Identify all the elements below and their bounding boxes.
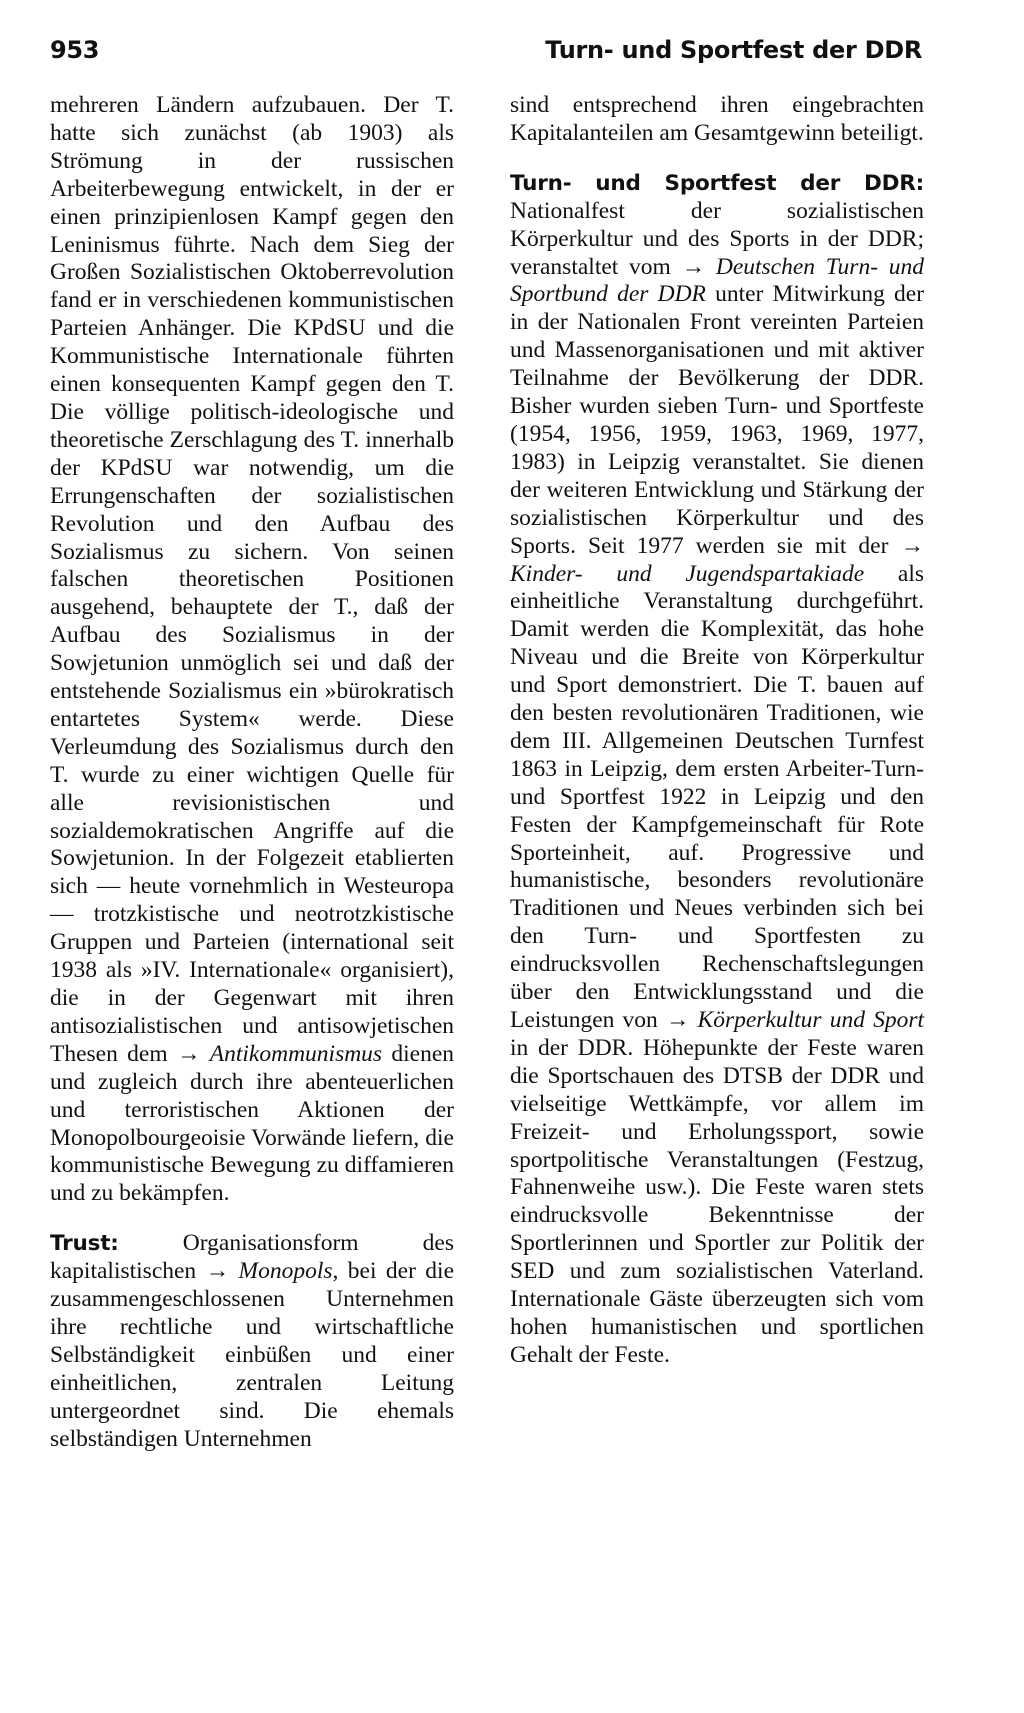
- body-text: Nationalfest der sozialistischen Körperkultur und des Sports in der DDR; veranstaltet vom: [510, 197, 924, 280]
- cross-reference-arrow: →: [681, 253, 706, 280]
- cross-reference-koerperkultur[interactable]: Körperkultur und Sport: [697, 1007, 924, 1033]
- right-column: [510, 92, 924, 1370]
- running-title: Turn- und Sportfest der DDR: [545, 36, 922, 64]
- cross-reference-arrow: →: [205, 1258, 230, 1285]
- body-text: dienen und zugleich durch ihre abenteuerlichen und terroristischen Aktionen der Monopolbourgeoisie Vorwände liefern, die kommunistische Bewegung zu diffamieren und zu bekämpfen.: [50, 1040, 455, 1207]
- turn-und-sportfest-entry: [510, 170, 924, 1370]
- entry-headword-trust: Trust:: [50, 1231, 119, 1257]
- body-text: bei der die zusammengeschlossenen Unternehmen ihre rechtliche und wirtschaftliche Selbständigkeit einbüßen und einer einheitlichen, zentralen Leitung untergeordnet sind. Die ehemals selbständigen Unternehmen: [50, 1258, 455, 1452]
- body-text: sind entsprechend ihren eingebrachten Kapitalanteilen am Gesamtgewinn beteiligt.: [510, 92, 924, 146]
- cross-reference-spartakiade[interactable]: Kinder- und Jugendspartakiade: [510, 560, 865, 587]
- cross-reference-monopol[interactable]: Monopols,: [238, 1258, 339, 1285]
- body-text: unter Mitwirkung der in der Nationalen Front vereinten Parteien und Massenorganisationen und mit aktiver Teilnahme der Bevölkerung der DDR. Bisher wurden sieben Turn- und Sportfeste (1954, 1956, 1959, 1963, 1969, 1977, 1983) in Leipzig veranstaltet. Sie dienen der weiteren Entwicklung und Stärkung der sozialistischen Körperkultur und des Sports. Seit 1977 werden sie mit der: [510, 281, 925, 559]
- body-text: als einheitliche Veranstaltung durchgeführt. Damit werden die Komplexität, das hohe Niveau und die Breite von Körperkultur und Sport demonstriert. Die T. bauen auf den besten revolutionären Traditionen, wie dem III. Allgemeinen Deutschen Turnfest 1863 in Leipzig, dem ersten Arbeiter-Turn- und Sportfest 1922 in Leipzig und den Festen der Kampfgemeinschaft für Rote Sporteinheit, auf. Progressive und humanistische, besonders revolutionäre Traditionen und Neues verbinden sich bei den Turn- und Sportfesten zu eindrucksvollen Rechenschaftslegungen über den Entwicklungsstand und die Leistungen von: [510, 560, 924, 1033]
- left-column: [50, 92, 454, 1454]
- page-number: 953: [50, 36, 100, 64]
- body-text: mehreren Ländern aufzubauen. Der T. hatte sich zunächst (ab 1903) als Strömung in der russischen Arbeiterbewegung entwickelt, in der er einen prinzipienlosen Kampf gegen den Leninismus führte. Nach dem Sieg der Großen Sozialistischen Oktoberrevolution fand er in verschiedenen kommunistischen Parteien Anhänger. Die KPdSU und die Kommunistische Internationale führten einen konsequenten Kampf gegen den T. Die völlige politisch-ideologische und theoretische Zerschlagung des T. innerhalb der KPdSU war notwendig, um die Errungenschaften der sozialistischen Revolution und den Aufbau des Sozialismus zu sichern. Von seinen falschen theoretischen Positionen ausgehend, behauptete der T., daß der Aufbau des Sozialismus in der Sowjetunion unmöglich sei und daß der entstehende Sozialismus ein »bürokratisch entartetes System« werde. Diese Verleumdung des Sozialismus durch den T. wurde zu einer wichtigen Quelle für alle revisionistischen und sozialdemokratischen Angriffe auf die Sowjetunion. In der Folgezeit etablierten sich — heute vornehmlich in Westeuropa — trotzkistische und neotrotzkistische Gruppen und Parteien (international seit 1938 als »IV. Internationale« organisiert), die in der Gegenwart mit ihren antisozialistischen und antisowjetischen Thesen dem: [50, 92, 454, 1067]
- cross-reference-arrow: →: [176, 1040, 201, 1067]
- cross-reference-antikommunismus[interactable]: Antikommunismus: [209, 1040, 383, 1067]
- entry-headword-turn-und-sportfest: Turn- und Sportfest der DDR:: [510, 170, 924, 196]
- cross-reference-dtsb[interactable]: Deutschen Turn- und Sportbund der DDR: [510, 253, 925, 308]
- body-text: in der DDR. Höhepunkte der Feste waren die Sportschauen des DTSB der DDR und vielseitige Wettkämpfe, vor allem im Freizeit- und Erholungssport, sowie sportpolitische Veranstaltungen (Festzug, Fahnenweihe usw.). Die Feste waren stets eindrucksvolle Bekenntnisse der Sportlerinnen und Sportler zur Politik der SED und zum sozialistischen Vaterland. Internationale Gäste überzeugten sich vom hohen humanistischen und sportlichen Gehalt der Feste.: [510, 1034, 924, 1368]
- cross-reference-arrow: →: [665, 1007, 690, 1033]
- cross-reference-arrow: →: [900, 532, 925, 559]
- page-header: [50, 36, 922, 70]
- trust-entry: [50, 1230, 454, 1453]
- body-text: Organisationsform des kapitalistischen: [50, 1230, 454, 1285]
- trust-continuation-paragraph: [510, 92, 924, 148]
- trotzkismus-continuation-paragraph: [50, 92, 454, 1208]
